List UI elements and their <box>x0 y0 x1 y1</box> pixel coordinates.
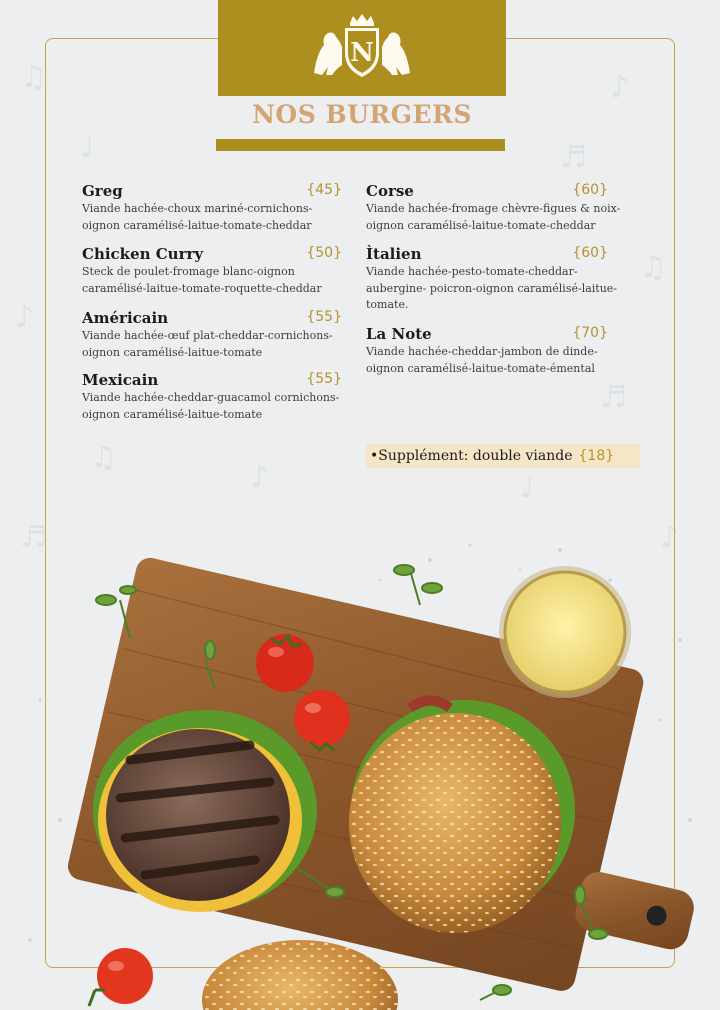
item-description: Viande hachée-choux mariné-cornichons-oignon caramélisé-laitue-tomate-cheddar <box>82 202 313 232</box>
item-name: Corse <box>366 182 414 200</box>
burger-photo <box>0 520 720 1010</box>
item-price: {60} <box>572 182 608 198</box>
page-title: NOS BURGERS <box>252 100 472 129</box>
item-price: {55} <box>306 309 342 325</box>
item-description: Viande hachée-cheddar-jambon de dinde-oignon caramélisé-laitue-tomate-émental <box>366 345 598 375</box>
item-description: Viande hachée-cheddar-guacamol cornichons-oignon caramélisé-laitue-tomate <box>82 391 340 421</box>
menu-item <box>366 325 630 377</box>
item-name: Mexicain <box>82 371 159 389</box>
menu-item <box>366 182 630 234</box>
supplement-label: •Supplément: double viande <box>370 448 573 464</box>
item-description: Viande hachée-fromage chèvre-figues & noix-oignon caramélisé-laitue-tomate-cheddar <box>366 202 621 232</box>
menu-item <box>366 245 630 314</box>
item-name: Américain <box>82 309 169 327</box>
supplement-price: {18} <box>578 448 615 464</box>
item-price: {50} <box>306 245 342 261</box>
item-name: Greg <box>82 182 123 200</box>
item-price: {55} <box>306 371 342 387</box>
header-gold-block <box>218 0 506 96</box>
menu-item <box>82 371 342 423</box>
item-description: Steck de poulet-fromage blanc-oignon caramélisé-laitue-tomate-roquette-cheddar <box>82 265 322 295</box>
supplement-banner <box>366 444 640 468</box>
item-name: La Note <box>366 325 432 343</box>
item-price: {60} <box>572 245 608 261</box>
crest-letter: N <box>350 38 374 68</box>
menu-item <box>82 245 342 297</box>
item-price: {70} <box>572 325 608 341</box>
menu-item <box>82 309 342 361</box>
menu-item <box>82 182 342 234</box>
item-name: Ìtalien <box>366 245 422 263</box>
item-price: {45} <box>306 182 342 198</box>
item-description: Viande hachée-pesto-tomate-cheddar-aubergine- poicron-oignon caramélisé-laitue-tomate. <box>366 265 618 311</box>
crest-logo-icon <box>312 13 412 83</box>
music-notes-background: ♫ ♪ ♬ ♩ ♫ ♪ ♬ ♫ ♪ ♩ ♬ ♪ <box>15 60 680 555</box>
item-description: Viande hachée-œuf plat-cheddar-cornichons-oignon caramélisé-laitue-tomate <box>82 329 333 359</box>
item-name: Chicken Curry <box>82 245 204 263</box>
title-underline-bar <box>216 139 505 151</box>
